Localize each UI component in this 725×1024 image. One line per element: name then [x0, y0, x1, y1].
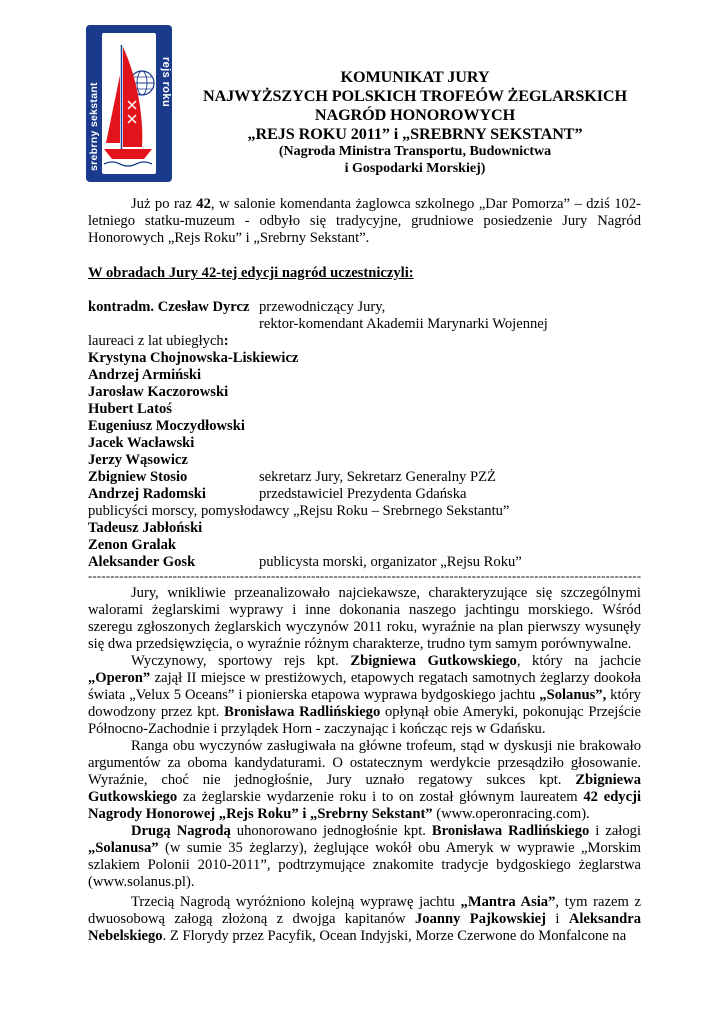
- founders-label: publicyści morscy, pomysłodawcy „Rejsu Roku – Srebrnego Sekstantu”: [88, 503, 510, 519]
- laureate-name: Krystyna Chojnowska-Liskiewicz: [88, 350, 299, 366]
- hull-icon: [104, 149, 152, 159]
- header-title-line-3: NAGRÓD HONOROWYCH: [314, 106, 516, 124]
- participants-heading: W obradach Jury 42-tej edycji nagród uczestniczyli:: [88, 265, 414, 281]
- intro-paragraph: [88, 196, 641, 247]
- gdansk-rep-row: [88, 486, 641, 503]
- jury-chair-name: kontradm. Czesław Dyrcz: [88, 299, 250, 315]
- logo-text-left: srebrny sekstant: [88, 82, 100, 171]
- header-subtitle-line-2: i Gospodarki Morskiej): [344, 160, 486, 176]
- paragraph-contenders: Wyczynowy, sportowy rejs kpt. Zbigniewa Gutkowskiego, który na jachcie „Operon” zajął II miejsce w prestiżowych, etapowych regatach samotnych żeglarzy dookoła świata „Velux 5 Oceans” i pionierska etapowa wyprawa bydgoskiego jachtu „Solanus”, który dowodzony przez kpt. Bronisława Radlińskiego opłynął obie Ameryki, pokonując Przejście Północno-Zachodnie i przylądek Horn - zaczynając i kończąc rejs w Gdańsku.: [88, 653, 641, 737]
- organizer-role: publicysta morski, organizator „Rejsu Roku”: [259, 554, 522, 570]
- laureate-name: Eugeniusz Moczydłowski: [88, 418, 245, 434]
- organizer-name: Aleksander Gosk: [88, 554, 196, 570]
- organizer-row: [88, 554, 641, 571]
- paragraph-main-award: Ranga obu wyczynów zasługiwała na główne trofeum, stąd w dyskusji nie brakowało argumentów za oboma kandydaturami. O ostatecznym werdykcie przesądziło głosowanie. Wyraźnie, choć nie jednogłośnie, Jury uznało regatowy sukces kpt. Zbigniewa Gutkowskiego za żeglarskie wydarzenie roku i to on został głównym laureatem 42 edycji Nagrody Honorowej „Rejs Roku” i „Srebrny Sekstant” (www.operonracing.com).: [88, 738, 641, 822]
- laureate-name: Jarosław Kaczorowski: [88, 384, 229, 400]
- laureate-name: Hubert Latoś: [88, 401, 172, 417]
- laureate-name: Jacek Wacławski: [88, 435, 195, 451]
- skipper-name: Joanny Pajkowskiej: [414, 911, 546, 927]
- communique-header: [180, 68, 650, 177]
- founder-name: Zenon Gralak: [88, 537, 176, 553]
- award-name: Drugą Nagrodą: [131, 823, 231, 839]
- laureate-name: Jerzy Wąsowicz: [88, 452, 188, 468]
- laureates-label: laureaci z lat ubiegłych:: [88, 333, 229, 349]
- paragraph-second-award: Drugą Nagrodą uhonorowano jednogłośnie kpt. Bronisława Radlińskiego i załogi „Solanusa” (w sumie 35 żeglarzy), żeglujące wokół obu Ameryk w wyprawie „Morskim szlakiem Polonii 2010-2011”, podtrzymujące znakomite tradycje bydgoskiego żeglarstwa (www.solanus.pl).: [88, 823, 642, 890]
- header-title-line-1: KOMUNIKAT JURY: [340, 68, 490, 86]
- yacht-name: „Operon”: [88, 670, 151, 686]
- header-subtitle-line-1: (Nagroda Ministra Transportu, Budownictwa: [278, 144, 552, 159]
- rejs-roku-logo: [86, 25, 172, 182]
- separator-line: ----------------------------------------------------------------------------------------------------------------------------: [88, 571, 641, 582]
- jury-chair-role-2: rektor-komendant Akademii Marynarki Wojennej: [259, 316, 548, 332]
- skipper-name: Aleksandra Nebelskiego: [88, 911, 641, 944]
- secretary-name: Zbigniew Stosio: [88, 469, 188, 485]
- award-name: 42 edycji Nagrody Honorowej „Rejs Roku” i „Srebrny Sekstant”: [88, 789, 641, 822]
- document-body: [88, 196, 641, 945]
- yacht-name: „Solanus”,: [539, 687, 607, 703]
- jury-chair-row-2: [88, 316, 641, 333]
- edition-number: 42: [196, 196, 211, 212]
- gdansk-rep-name: Andrzej Radomski: [88, 486, 206, 502]
- skipper-name: Zbigniewa Gutkowskiego: [88, 772, 641, 805]
- secretary-row: [88, 469, 641, 486]
- jury-chair-role-1: przewodniczący Jury,: [259, 299, 386, 315]
- skipper-name: Zbigniewa Gutkowskiego: [350, 653, 517, 669]
- intro-text-c: , w salonie komendanta żaglowca szkolnego „Dar Pomorza” – dziś 102-letniego statku-muzeum - odbyło się tradycyjne, grudniowe posiedzenie Jury Nagród Honorowych „Rejs Roku” i „Srebrny Sekstant”.: [88, 196, 641, 246]
- skipper-name: Bronisława Radlińskiego: [224, 704, 381, 720]
- secretary-role: sekretarz Jury, Sekretarz Generalny PZŻ: [259, 469, 496, 485]
- paragraph-jury-analysis: Jury, wnikliwie przeanalizowało najciekawsze, charakteryzujące się szczególnymi walorami żeglarskimi wyprawy i inne dokonania naszego jachtingu morskiego. Wśród szeregu zgłoszonych żeglarskich wyczynów 2011 roku, wyraźnie na plan pierwszy wysunęły się dwa przedsięwzięcia, o wyraźnie różnym charakterze, trudno tym samym porównywalne.: [88, 585, 641, 652]
- jury-members-list: [88, 299, 641, 571]
- intro-text-a: Już po raz: [131, 196, 197, 212]
- founder-name: Tadeusz Jabłoński: [88, 520, 203, 536]
- yacht-name: „Solanusa”: [88, 840, 159, 856]
- jury-chair-row: [88, 299, 641, 316]
- logo-text-right: rejs roku: [160, 57, 172, 108]
- skipper-name: Bronisława Radlińskiego: [431, 823, 590, 839]
- laureate-name: Andrzej Armiński: [88, 367, 202, 383]
- yacht-name: „Mantra Asia”: [460, 894, 556, 910]
- header-title-line-4: „REJS ROKU 2011” i „SREBRNY SEKSTANT”: [247, 125, 583, 143]
- paragraph-third-award: Trzecią Nagrodą wyróżniono kolejną wyprawę jachtu „Mantra Asia”, tym razem z dwuosobową załogą złożoną z dwojga kapitanów Joanny Pajkowskiej i Aleksandra Nebelskiego. Z Florydy przez Pacyfik, Ocean Indyjski, Morze Czerwone do Monfalcone na: [88, 894, 641, 944]
- gdansk-rep-role: przedstawiciel Prezydenta Gdańska: [259, 486, 467, 502]
- header-title-line-2: NAJWYŻSZYCH POLSKICH TROFEÓW ŻEGLARSKICH: [202, 87, 627, 105]
